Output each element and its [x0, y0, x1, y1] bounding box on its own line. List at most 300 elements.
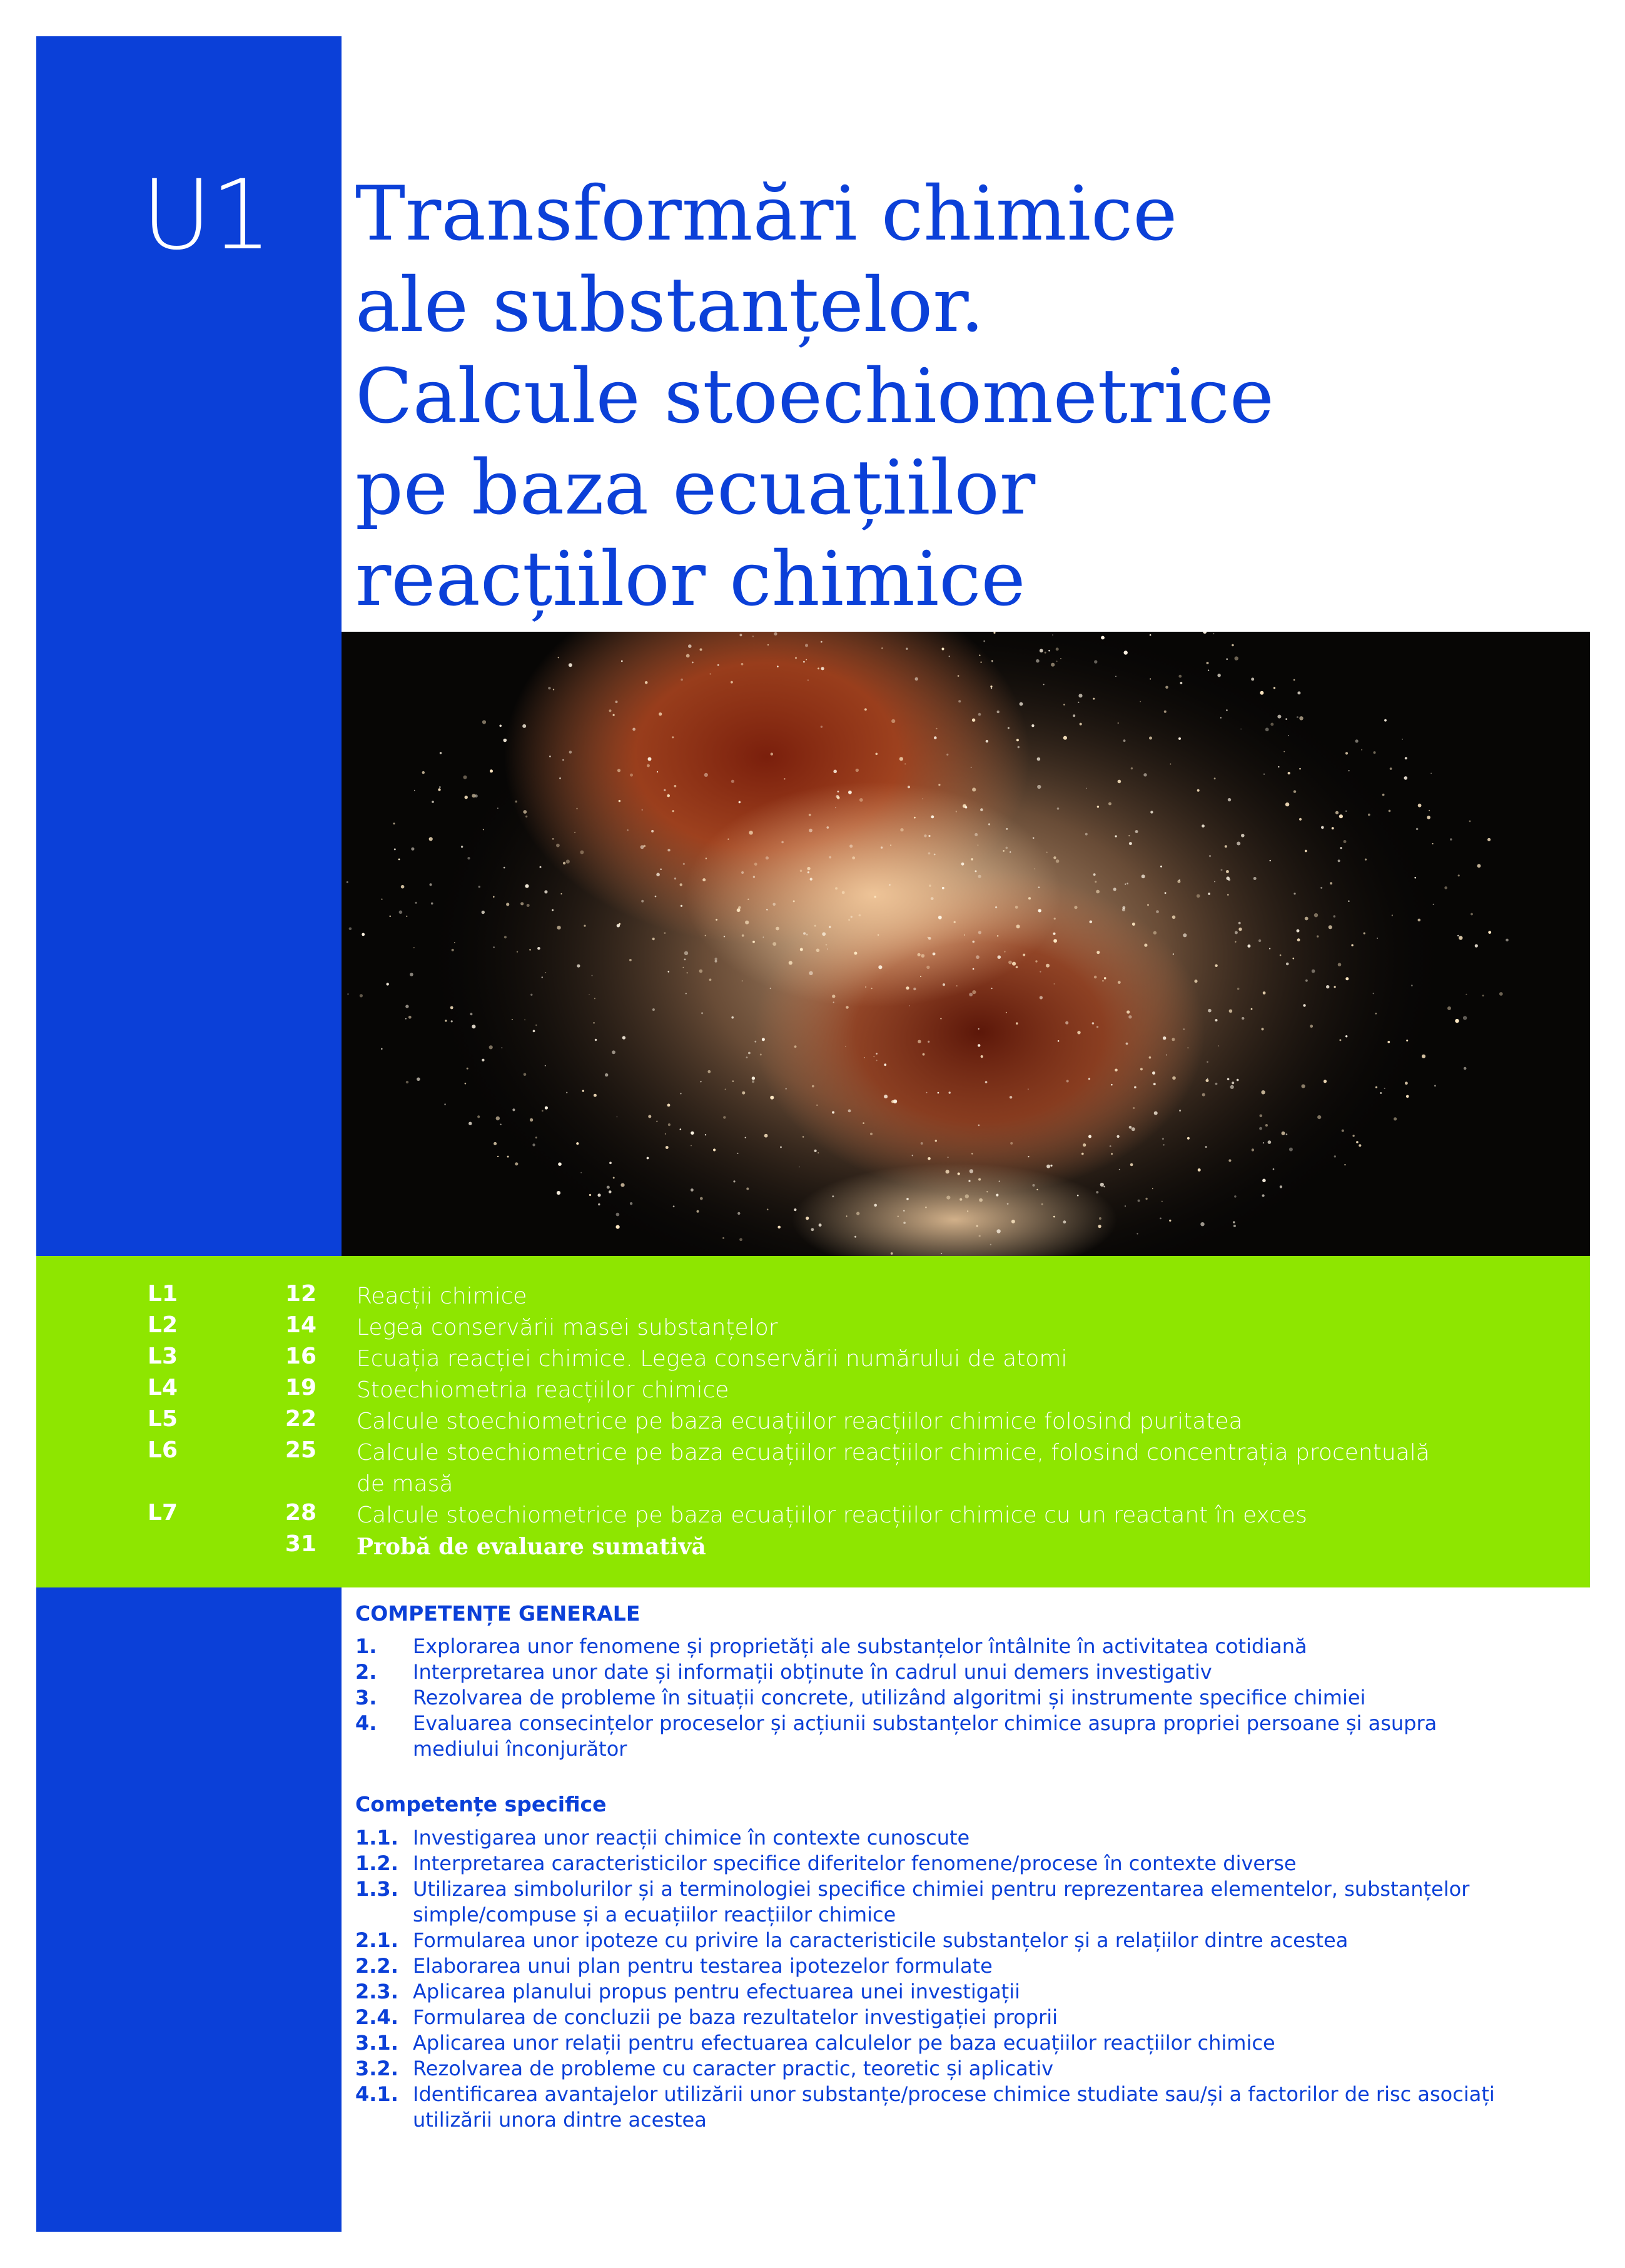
- spark-particle: [617, 924, 620, 927]
- spark-particle: [904, 763, 906, 764]
- spark-particle: [594, 1094, 597, 1097]
- spark-particle: [999, 1181, 1000, 1182]
- spark-particle: [1081, 1153, 1084, 1155]
- spark-particle: [737, 1212, 740, 1215]
- spark-particle: [530, 994, 532, 996]
- spark-particle: [1096, 951, 1100, 954]
- spark-particle: [656, 1121, 657, 1122]
- lesson-code: L1: [148, 1281, 178, 1307]
- spark-particle: [582, 1090, 584, 1092]
- spark-particle: [924, 834, 926, 837]
- spark-particle: [1126, 1043, 1128, 1045]
- spark-particle: [762, 1038, 765, 1041]
- spark-particle: [405, 1018, 407, 1020]
- spark-particle: [502, 1047, 503, 1048]
- competence-text: Explorarea unor fenomene și proprietăți ale substanțelor întâlnite în activitatea cotidiană: [413, 1634, 1307, 1658]
- spark-particle: [1074, 906, 1077, 909]
- spark-particle: [928, 835, 930, 837]
- spark-particle: [504, 739, 507, 742]
- spark-particle: [1187, 1047, 1188, 1048]
- spark-particle: [956, 985, 958, 986]
- spark-particle: [681, 905, 682, 907]
- spark-particle: [558, 657, 559, 658]
- competence-text: Interpretarea unor date și informații obținute în cadrul unui demers investigativ: [413, 1660, 1212, 1684]
- spark-particle: [1179, 879, 1181, 881]
- spark-particle: [1227, 1078, 1230, 1081]
- spark-particle: [405, 1005, 408, 1008]
- spark-particle: [1010, 1096, 1012, 1098]
- spark-particle: [1011, 1220, 1015, 1223]
- spark-particle: [1016, 739, 1019, 741]
- lesson-title: Calcule stoechiometrice pe baza ecuațiilor reacțiilor chimice cu un reactant în exces: [357, 1502, 1307, 1528]
- spark-particle: [672, 810, 674, 812]
- spark-particle: [1093, 873, 1096, 876]
- spark-particle: [557, 926, 561, 929]
- spark-particle: [569, 663, 572, 667]
- spark-particle: [1430, 773, 1432, 774]
- spark-particle: [978, 875, 981, 878]
- spark-particle: [1414, 877, 1416, 879]
- spark-particle: [589, 1194, 591, 1196]
- spark-particle: [1126, 1010, 1130, 1013]
- spark-particle: [1016, 924, 1020, 928]
- spark-particle: [576, 808, 577, 809]
- spark-particle: [832, 1195, 834, 1197]
- spark-particle: [821, 667, 824, 670]
- spark-particle: [908, 786, 910, 788]
- spark-particle: [986, 1191, 988, 1192]
- spark-particle: [1033, 837, 1035, 839]
- spark-particle: [814, 1150, 817, 1152]
- spark-particle: [1046, 964, 1050, 968]
- spark-particle: [983, 640, 985, 642]
- spark-particle: [876, 753, 878, 756]
- spark-particle: [1116, 1135, 1119, 1138]
- spark-particle: [754, 863, 757, 866]
- spark-particle: [1133, 1107, 1135, 1109]
- spark-particle: [1094, 976, 1097, 979]
- spark-particle: [648, 1115, 651, 1118]
- spark-particle: [931, 816, 934, 819]
- spark-particle: [1238, 922, 1241, 924]
- spark-particle: [1240, 729, 1242, 730]
- spark-particle: [1280, 954, 1282, 956]
- spark-particle: [1115, 676, 1116, 677]
- spark-particle: [680, 1128, 682, 1130]
- spark-particle: [1359, 1144, 1361, 1147]
- spark-particle: [722, 1237, 724, 1239]
- spark-particle: [1368, 814, 1370, 816]
- spark-particle: [1077, 1195, 1079, 1197]
- spark-particle: [818, 667, 819, 669]
- spark-particle: [700, 1197, 703, 1200]
- spark-particle: [829, 856, 831, 859]
- spark-particle: [971, 858, 973, 861]
- spark-particle: [417, 1078, 420, 1081]
- spark-particle: [774, 632, 777, 635]
- spark-particle: [1093, 698, 1095, 700]
- spark-particle: [809, 829, 812, 833]
- spark-particle: [1160, 866, 1162, 868]
- spark-particle: [1083, 1143, 1086, 1147]
- spark-particle: [969, 1169, 973, 1173]
- spark-particle: [667, 794, 670, 797]
- spark-particle: [700, 1081, 701, 1082]
- spark-particle: [1104, 977, 1106, 980]
- spark-particle: [1432, 843, 1434, 844]
- spark-particle: [1048, 650, 1050, 652]
- spark-particle: [566, 1092, 567, 1093]
- spark-particle: [1115, 835, 1117, 837]
- spark-particle: [818, 1152, 819, 1153]
- unit-label: U1: [141, 159, 271, 271]
- spark-particle: [979, 1235, 981, 1237]
- spark-particle: [742, 1091, 745, 1095]
- spark-particle: [766, 909, 767, 910]
- spark-particle: [741, 663, 744, 666]
- spark-particle: [1111, 1153, 1113, 1155]
- spark-particle: [1053, 939, 1057, 943]
- spark-particle: [926, 966, 929, 969]
- spark-particle: [558, 1162, 562, 1166]
- spark-particle: [1405, 757, 1407, 759]
- spark-particle: [1458, 874, 1460, 876]
- spark-particle: [727, 839, 729, 840]
- spark-particle: [482, 1059, 484, 1061]
- spark-particle: [1200, 1222, 1204, 1226]
- spark-particle: [852, 856, 855, 859]
- spark-particle: [1073, 714, 1075, 717]
- spark-particle: [1278, 766, 1279, 767]
- spark-particle: [1016, 966, 1018, 968]
- explosion-image: [342, 632, 1590, 1256]
- spark-particle: [1122, 906, 1125, 909]
- spark-particle: [1297, 938, 1300, 941]
- spark-particle: [1051, 663, 1055, 667]
- spark-particle: [1469, 821, 1471, 823]
- spark-particle: [1153, 931, 1157, 934]
- spark-particle: [1050, 1165, 1052, 1167]
- spark-particle: [580, 1172, 582, 1173]
- spark-particle: [493, 896, 495, 898]
- competence-number: 2.2.: [355, 1954, 398, 1978]
- spark-particle: [1235, 941, 1236, 943]
- spark-particle: [753, 876, 755, 878]
- spark-particle: [1297, 691, 1300, 694]
- spark-particle: [1015, 906, 1018, 909]
- spark-particle: [986, 740, 988, 742]
- spark-particle: [832, 1111, 834, 1114]
- spark-particle: [1178, 737, 1181, 740]
- lesson-title: Calcule stoechiometrice pe baza ecuațiilor reacțiilor chimice folosind puritatea: [357, 1409, 1243, 1434]
- spark-particle: [731, 681, 733, 684]
- spark-particle: [398, 859, 400, 861]
- spark-particle: [842, 891, 845, 894]
- spark-particle: [562, 759, 564, 761]
- spark-particle: [667, 849, 670, 851]
- spark-particle: [709, 979, 712, 981]
- spark-particle: [958, 675, 959, 677]
- spark-particle: [1006, 1012, 1007, 1013]
- spark-particle: [732, 1080, 734, 1081]
- spark-particle: [914, 817, 916, 819]
- spark-particle: [411, 848, 414, 851]
- spark-particle: [876, 1060, 878, 1061]
- spark-particle: [946, 754, 948, 756]
- spark-particle: [702, 878, 706, 881]
- spark-particle: [704, 773, 708, 777]
- spark-particle: [500, 1124, 501, 1125]
- spark-particle: [1434, 1085, 1436, 1087]
- spark-particle: [381, 1048, 383, 1050]
- spark-particle: [884, 1063, 886, 1066]
- spark-particle: [811, 1228, 814, 1231]
- spark-particle: [1418, 804, 1422, 807]
- spark-particle: [1088, 1078, 1090, 1080]
- spark-particle: [921, 954, 924, 958]
- spark-particle: [972, 990, 976, 994]
- lesson-page: 25: [285, 1437, 316, 1463]
- spark-particle: [1387, 1041, 1390, 1043]
- spark-particle: [465, 796, 468, 799]
- spark-particle: [826, 826, 829, 829]
- spark-particle: [1130, 1163, 1133, 1167]
- spark-particle: [360, 994, 363, 997]
- spark-particle: [1142, 874, 1145, 878]
- spark-particle: [764, 1134, 768, 1138]
- spark-particle: [1293, 679, 1295, 681]
- spark-particle: [763, 936, 764, 938]
- spark-particle: [1251, 677, 1254, 681]
- spark-particle: [1098, 1225, 1101, 1228]
- spark-particle: [406, 916, 407, 917]
- spark-particle: [1339, 1039, 1341, 1041]
- spark-particle: [525, 884, 529, 888]
- spark-particle: [1349, 770, 1350, 771]
- spark-particle: [1018, 746, 1020, 748]
- spark-particle: [430, 883, 432, 886]
- spark-particle: [347, 993, 348, 995]
- spark-particle: [1113, 888, 1116, 891]
- spark-particle: [969, 993, 973, 996]
- spark-particle: [609, 709, 611, 712]
- spark-particle: [746, 1056, 748, 1058]
- spark-particle: [781, 841, 784, 844]
- spark-particle: [489, 1045, 493, 1049]
- spark-particle: [1040, 649, 1043, 652]
- spark-particle: [805, 644, 808, 647]
- spark-particle: [496, 1116, 500, 1120]
- spark-particle: [1034, 868, 1035, 869]
- spark-particle: [1375, 1013, 1377, 1015]
- spark-particle: [949, 1091, 951, 1093]
- spark-particle: [542, 1110, 544, 1112]
- spark-particle: [1028, 1156, 1029, 1157]
- spark-particle: [1143, 773, 1147, 776]
- spark-particle: [794, 1208, 796, 1211]
- spark-particle: [1131, 1127, 1135, 1131]
- spark-particle: [1194, 980, 1197, 983]
- competence-text: Evaluarea consecințelor proceselor și acțiunii substanțelor chimice asupra propriei persoane și asupra: [413, 1711, 1437, 1735]
- spark-particle: [1384, 1088, 1385, 1089]
- spark-particle: [1100, 1183, 1104, 1187]
- lesson-page: 22: [285, 1406, 316, 1432]
- spark-particle: [648, 757, 652, 761]
- spark-particle: [1380, 1092, 1382, 1094]
- spark-particle: [1054, 983, 1055, 985]
- spark-particle: [870, 1133, 873, 1135]
- spark-particle: [972, 787, 976, 791]
- spark-particle: [1466, 994, 1467, 995]
- spark-particle: [799, 1167, 800, 1168]
- lesson-code: L6: [148, 1437, 178, 1463]
- spark-particle: [1097, 806, 1099, 807]
- spark-particle: [1206, 1079, 1209, 1082]
- spark-particle: [1078, 702, 1079, 703]
- spark-particle: [752, 941, 755, 943]
- spark-particle: [1197, 789, 1200, 792]
- spark-particle: [530, 1118, 533, 1121]
- spark-particle: [477, 1115, 480, 1118]
- spark-particle: [1086, 788, 1087, 789]
- spark-particle: [717, 664, 719, 666]
- spark-particle: [1411, 985, 1413, 986]
- spark-particle: [683, 863, 685, 865]
- spark-particle: [482, 720, 486, 724]
- spark-particle: [958, 1173, 960, 1175]
- spark-particle: [1036, 1189, 1038, 1190]
- spark-particle: [1326, 985, 1329, 988]
- spark-particle: [1297, 929, 1300, 933]
- spark-particle: [876, 1053, 878, 1055]
- spark-particle: [1303, 1004, 1305, 1006]
- spark-particle: [786, 1088, 787, 1090]
- spark-particle: [616, 1225, 620, 1229]
- spark-particle: [881, 647, 883, 649]
- spark-particle: [1286, 1133, 1288, 1135]
- chapter-title-line: reacțiilor chimice: [355, 536, 1026, 623]
- spark-particle: [1110, 1145, 1111, 1147]
- spark-particle: [1129, 842, 1132, 845]
- spark-particle: [1218, 1045, 1219, 1046]
- spark-particle: [1234, 1195, 1237, 1198]
- spark-particle: [512, 1108, 515, 1111]
- spark-particle: [1261, 1028, 1263, 1030]
- spark-particle: [1172, 1076, 1176, 1080]
- spark-particle: [809, 814, 811, 816]
- spark-particle: [475, 794, 478, 797]
- spark-particle: [1057, 807, 1060, 810]
- spark-particle: [938, 784, 940, 786]
- spark-particle: [545, 1065, 546, 1066]
- spark-particle: [535, 1137, 537, 1138]
- spark-particle: [854, 952, 857, 955]
- spark-particle: [1126, 883, 1128, 884]
- spark-particle: [1053, 856, 1056, 859]
- spark-particle: [686, 993, 687, 995]
- spark-particle: [1299, 716, 1303, 720]
- spark-particle: [497, 1156, 499, 1157]
- spark-particle: [1263, 991, 1266, 995]
- spark-particle: [577, 964, 580, 968]
- spark-particle: [537, 947, 540, 950]
- spark-particle: [1088, 1135, 1091, 1138]
- spark-particle: [1375, 1086, 1377, 1088]
- spark-particle: [535, 1025, 537, 1026]
- spark-particle: [1063, 704, 1065, 706]
- spark-particle: [1140, 701, 1141, 702]
- spark-particle: [444, 1103, 446, 1105]
- spark-particle: [1235, 656, 1238, 660]
- spark-particle: [1053, 933, 1056, 935]
- spark-particle: [956, 811, 957, 812]
- spark-particle: [1202, 1093, 1205, 1096]
- spark-particle: [683, 967, 684, 968]
- competence-number: 2.4.: [355, 2005, 398, 2029]
- spark-particle: [655, 896, 657, 898]
- spark-particle: [995, 906, 997, 908]
- evaluation-title: Probă de evaluare sumativă: [357, 1534, 706, 1560]
- spark-particle: [1487, 838, 1491, 841]
- spark-particle: [452, 949, 454, 951]
- spark-particle: [673, 1205, 675, 1207]
- spark-particle: [414, 790, 415, 791]
- spark-particle: [1233, 1225, 1236, 1227]
- spark-particle: [1162, 1201, 1163, 1202]
- spark-particle: [688, 644, 692, 648]
- spark-particle: [700, 649, 702, 651]
- spark-particle: [991, 988, 993, 989]
- spark-particle: [1020, 702, 1023, 706]
- competence-number: 2.1.: [355, 1928, 398, 1952]
- spark-particle: [745, 921, 749, 924]
- spark-particle: [494, 1142, 497, 1145]
- lesson-page: 16: [285, 1344, 316, 1369]
- spark-particle: [1288, 735, 1289, 736]
- spark-particle: [724, 936, 725, 937]
- spark-particle: [1237, 1079, 1239, 1081]
- spark-particle: [1131, 767, 1133, 769]
- spark-particle: [1169, 1220, 1171, 1222]
- spark-particle: [1342, 1130, 1344, 1132]
- spark-particle: [1041, 1203, 1043, 1205]
- spark-particle: [431, 903, 433, 905]
- spark-particle: [645, 681, 648, 684]
- spark-particle: [560, 893, 562, 894]
- spark-particle: [642, 809, 643, 811]
- lesson-page: 14: [285, 1312, 316, 1338]
- spark-particle: [454, 942, 455, 943]
- spark-particle: [1506, 939, 1509, 942]
- spark-particle: [826, 944, 828, 946]
- spark-particle: [607, 1186, 610, 1189]
- spark-particle: [1052, 634, 1053, 635]
- spark-particle: [972, 719, 975, 722]
- spark-particle: [1230, 1085, 1234, 1089]
- spark-particle: [681, 679, 683, 681]
- specific-competences-heading: Competențe specifice: [355, 1792, 607, 1816]
- spark-particle: [1004, 951, 1006, 953]
- spark-particle: [906, 1198, 909, 1200]
- spark-particle: [651, 830, 654, 833]
- spark-particle: [784, 778, 785, 779]
- spark-particle: [1140, 1068, 1143, 1070]
- spark-particle: [1008, 727, 1010, 729]
- spark-particle: [1037, 785, 1041, 789]
- spark-particle: [666, 1146, 669, 1149]
- spark-particle: [1251, 1008, 1253, 1010]
- spark-particle: [647, 764, 650, 767]
